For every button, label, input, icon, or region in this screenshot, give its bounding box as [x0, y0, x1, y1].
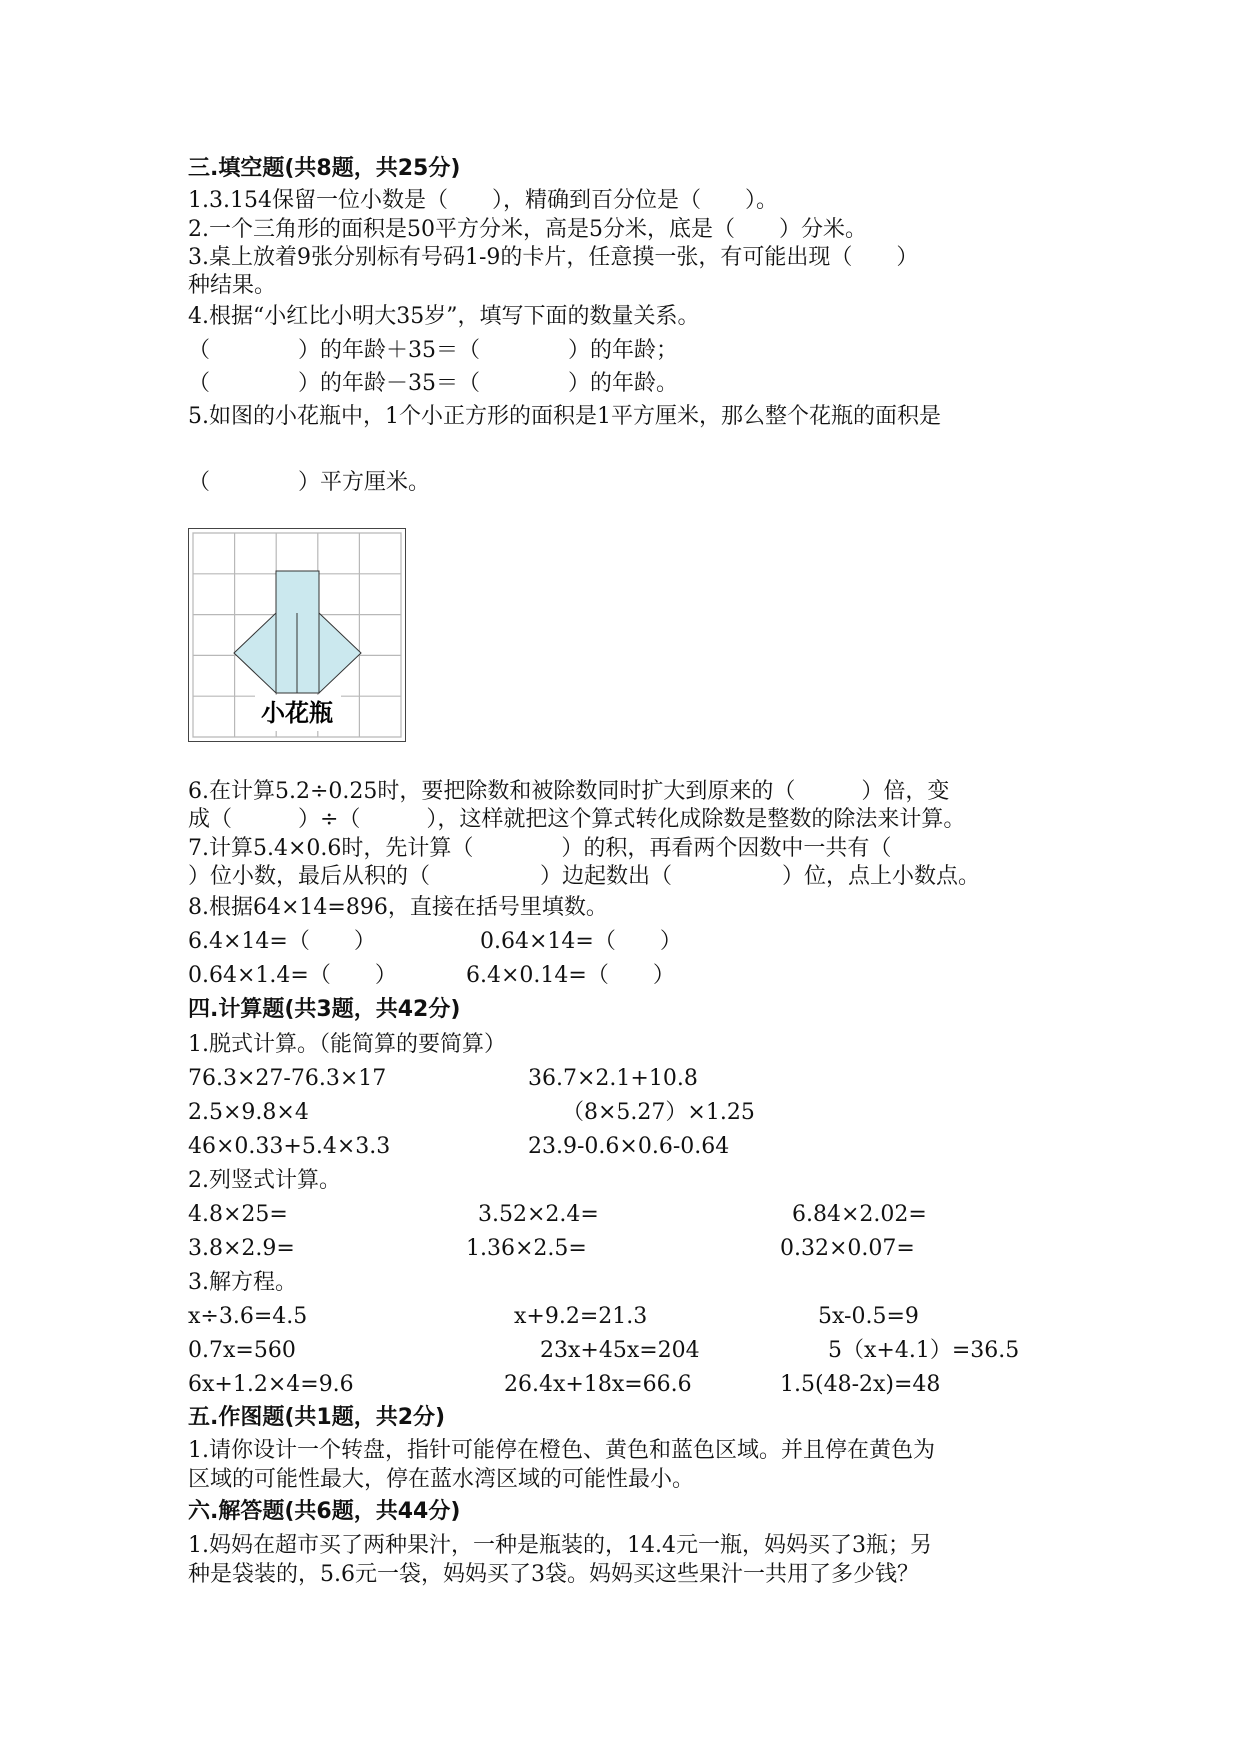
p3-item: x+9.2=21.3	[514, 1304, 648, 1329]
p2-text: 2.列竖式计算。	[188, 1168, 341, 1193]
vase-figure	[188, 528, 406, 742]
p1-item: 46×0.33+5.4×3.3	[188, 1134, 391, 1159]
q4-blank-line1: （ ）的年龄＋35＝（ ）的年龄；	[188, 338, 678, 363]
p3-item: 5（x+4.1）=36.5	[828, 1338, 1020, 1363]
q1-text: 1.3.154保留一位小数是（ ），精确到百分位是（ ）。	[188, 188, 778, 213]
q8-text: 8.根据64×14=896，直接在括号里填数。	[188, 895, 608, 920]
p3-item: 1.5(48-2x)=48	[780, 1372, 941, 1397]
p2-item: 4.8×25=	[188, 1202, 288, 1227]
vase-grid-drawing	[189, 529, 405, 741]
q7-text-line1: 7.计算5.4×0.6时，先计算（ ）的积，再看两个因数中一共有（	[188, 836, 892, 861]
p1-item: （8×5.27）×1.25	[562, 1100, 755, 1125]
q7-text-line2: ）位小数，最后从积的（ ）边起数出（ ）位，点上小数点。	[188, 864, 981, 889]
q3-text-line2: 种结果。	[188, 273, 277, 298]
sec5-q1-line2: 区域的可能性最大，停在蓝水湾区域的可能性最小。	[188, 1467, 695, 1492]
q2-text: 2.一个三角形的面积是50平方分米，高是5分米，底是（ ）分米。	[188, 217, 867, 242]
q5-text-line1: 5.如图的小花瓶中，1个小正方形的面积是1平方厘米，那么整个花瓶的面积是	[188, 404, 941, 429]
q8-item: 6.4×14=（ ）	[188, 929, 376, 954]
sec5-q1-line1: 1.请你设计一个转盘，指针可能停在橙色、黄色和蓝色区域。并且停在黄色为	[188, 1438, 935, 1463]
p3-item: 6x+1.2×4=9.6	[188, 1372, 354, 1397]
q3-text-line1: 3.桌上放着9张分别标有号码1-9的卡片，任意摸一张，有可能出现（ ）	[188, 245, 919, 270]
p2-item: 3.52×2.4=	[478, 1202, 599, 1227]
p1-item: 36.7×2.1+10.8	[528, 1066, 698, 1091]
vase-label: 小花瓶	[261, 699, 333, 727]
p3-item: 5x-0.5=9	[818, 1304, 919, 1329]
sec6-q1-line1: 1.妈妈在超市买了两种果汁，一种是瓶装的，14.4元一瓶，妈妈买了3瓶；另	[188, 1533, 932, 1558]
sec6-title: 六.解答题(共6题，共44分)	[188, 1499, 461, 1524]
p2-item: 3.8×2.9=	[188, 1236, 295, 1261]
p3-item: 0.7x=560	[188, 1338, 296, 1363]
p3-item: 23x+45x=204	[540, 1338, 700, 1363]
p2-item: 6.84×2.02=	[792, 1202, 927, 1227]
p1-item: 2.5×9.8×4	[188, 1100, 309, 1125]
q4-blank-line2: （ ）的年龄－35＝（ ）的年龄。	[188, 371, 678, 396]
p2-item: 0.32×0.07=	[780, 1236, 915, 1261]
p3-item: x÷3.6=4.5	[188, 1304, 308, 1329]
p3-text: 3.解方程。	[188, 1270, 297, 1295]
p1-text: 1.脱式计算。（能简算的要简算）	[188, 1032, 506, 1057]
p3-item: 26.4x+18x=66.6	[504, 1372, 692, 1397]
q4-text: 4.根据“小红比小明大35岁”，填写下面的数量关系。	[188, 304, 700, 329]
sec4-title: 四.计算题(共3题，共42分)	[188, 997, 461, 1022]
q6-text-line1: 6.在计算5.2÷0.25时，要把除数和被除数同时扩大到原来的（ ）倍，变	[188, 779, 950, 804]
q8-item: 0.64×14=（ ）	[480, 929, 682, 954]
sec5-title: 五.作图题(共1题，共2分)	[188, 1405, 446, 1430]
p1-item: 23.9-0.6×0.6-0.64	[528, 1134, 730, 1159]
q5-text-line2: （ ）平方厘米。	[188, 470, 431, 495]
sec3-title: 三.填空题(共8题，共25分)	[188, 156, 461, 181]
p2-item: 1.36×2.5=	[466, 1236, 587, 1261]
sec6-q1-line2: 种是袋装的，5.6元一袋，妈妈买了3袋。妈妈买这些果汁一共用了多少钱？	[188, 1562, 919, 1587]
p1-item: 76.3×27-76.3×17	[188, 1066, 387, 1091]
q6-text-line2: 成（ ）÷（ ），这样就把这个算式转化成除数是整数的除法来计算。	[188, 807, 966, 832]
q8-item: 0.64×1.4=（ ）	[188, 963, 397, 988]
q8-item: 6.4×0.14=（ ）	[466, 963, 675, 988]
